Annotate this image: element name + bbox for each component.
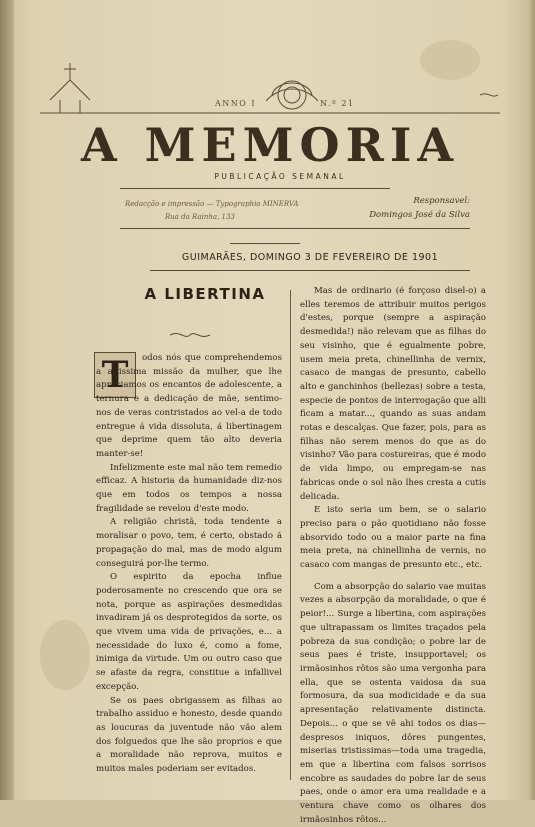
article-column-right [300, 285, 486, 827]
article-paragraph: O espirito da epocha influe poderosamente no crescendo que ora se nota, porque as aspirações desmedidas invadiram já os desprotegidos da sorte, os que vivem uma vida de privações, e... a necessidade do luxo é, como a fome, inimiga da virtude. Um ou outro caso que se afaste da regra, constitue a infallivel excepção. [96, 572, 282, 692]
newspaper-title: A MEMORIA [80, 118, 460, 172]
header-rule [120, 228, 470, 229]
article-paragraph: odos nós que comprehendemos a altissima missão da mulher, que lhe apreciamos os encantos de adolescente, a ternura e a dedicação de mãe, sentimo-nos de veras contristados ao vel-a de todo entregue á vida dissoluta, á libertinagem que deprime quem tão alto deveria manter-se! [96, 353, 282, 459]
newspaper-subtitle: PUBLICAÇÃO SEMANAL [214, 172, 346, 181]
article-paragraph: A religião christã, toda tendente a moralisar o povo, tem, é certo, obstado á propagação do mal, mas de modo algum conseguirá por-lhe termo. [96, 517, 282, 569]
issue-number: N.º 21 [320, 99, 355, 108]
dateline-rule [150, 270, 470, 271]
article-paragraph: Com a absorpção do salario vae muitas vezes a absorpção da moralidade, o que é peior!... Surge a libertina, com aspirações que ultrapassam os limites traçados pela pobreza da sua condição; o pobre lar de seus paes é triste, insupportavel; os irmãosinhos rôtos são uma vergonha para ella, que se ostenta vaidosa da sua formosura, da sua modicidade e da sua apresentação relativamente distincta. Depois... o que se vê ahi todos os dias—despresos iniquos, dôres pungentes, miserias tristissimas—toda uma tragedia, em que a libertina com falsos sorrisos encobre as saudades do pobre lar de seus paes, onde o amor era uma realidade e a ventura chave como os olhares dos irmãosinhos rôtos... [300, 581, 486, 825]
article-paragraph: E isto seria um bem, se o salario preciso para o pão quotidiano não fosse absorvido todo ou a maior parte na fina meia preta, na chinellinha de vernis, no casaco com mangas de presunto etc., etc. [300, 505, 486, 571]
year-label: ANNO I [215, 99, 257, 108]
binding-spine [0, 0, 14, 800]
article-paragraph: Infelizmente este mal não tem remedio efficaz. A historia da humanidade diz-nos que em todos os tempos a nossa fragilidade se revelou d'este modo. [96, 462, 282, 514]
article-paragraph: Se os paes obrigassem as filhas ao trabalho assiduo e honesto, desde quando as loucuras da juventude não vão alem dos folguedos que lhe são proprios e que a moralidade não reprova, muitos e muitos males poderiam ser evitados. [96, 695, 282, 775]
header-rule [120, 188, 390, 189]
imprint-line: Redacção e impressão — Typographia MINERVA [125, 200, 299, 208]
article-title: A LIBERTINA [144, 285, 266, 303]
drop-cap: T [94, 352, 136, 398]
page-edge [527, 0, 535, 800]
title-ornament [170, 330, 210, 340]
column-rule [290, 290, 291, 780]
dateline: GUIMARÃES, DOMINGO 3 DE FEVEREIRO DE 1901 [181, 252, 439, 263]
paper-stain [40, 620, 90, 690]
editor-name: Domingos José da Silva [369, 210, 470, 220]
editor-role: Responsavel: [413, 196, 470, 206]
imprint-address: Rua da Rainha, 133 [165, 213, 235, 221]
masthead-ornament [40, 55, 500, 115]
article-paragraph: Mas de ordinario (é forçoso disel-o) a elles teremos de attribuir muitos perigos d'estes, porque (sempre a aspiração desmedida!) não relevam que as filhas do seu visinho, que é egualmente pobre, usem meia preta, chinellinha de vernix, casaco de mangas de presunto, cabello alto e ganchinhos (bellezas) sobre a testa, especie de pontos de interrogação que alli ficam a matar..., quando as suas andam rotas e descalças. Que fazer, pois, para as filhas não serem menos do que as do visinho? Vão para costureiras, que é modo de vida limpo, ou empregam-se nas fabricas onde o sol não lhes cresta a cutis delicada. [300, 286, 486, 502]
article-column-left [96, 352, 282, 777]
dateline-rule [230, 243, 300, 244]
